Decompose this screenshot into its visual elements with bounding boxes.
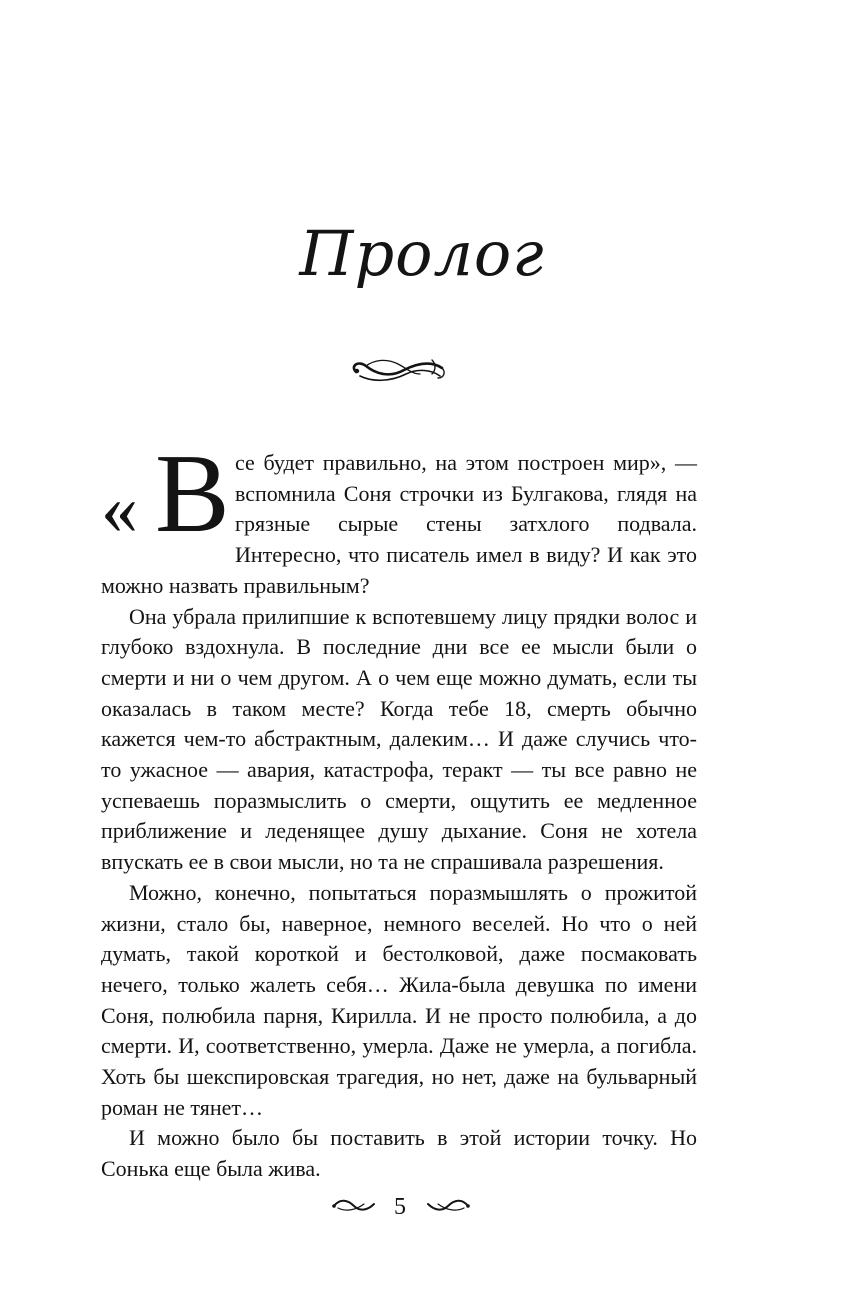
flourish-right-icon [424, 1196, 472, 1214]
drop-cap-letter: В [155, 432, 230, 556]
body-text [101, 432, 697, 1185]
paragraph-3: Можно, конечно, попытаться поразмышлять о прожитой жизни, стало бы, наверное, немного веселей. Но что о ней думать, такой короткой и бестолковой, даже посмаковать нечего, только жалеть себя… Жила-была девушка по имени Соня, полюбила парня, Кирилла. И не просто полюбила, а до смерти. И, соответственно, умерла. Даже не умерла, а погибла. Хоть бы шекспировская трагедия, но нет, даже на бульварный роман не тянет… [101, 879, 697, 1120]
paragraph-1: се будет правильно, на этом построен мир», — вспомнила Соня строчки из Булгакова, глядя на грязные сырые стены затхлого подвала. Интересно, что писатель имел в виду? И как это можно назвать правильным? [101, 450, 697, 598]
dropcap-block [101, 432, 233, 556]
page-footer [0, 1192, 844, 1224]
chapter-title: Пролог [299, 217, 545, 290]
paragraph-4: И можно было бы поставить в этой истории точку. Но Сонька еще была жива. [101, 1125, 697, 1182]
paragraph-2: Она убрала прилипшие к вспотевшему лицу прядки волос и глубоко вздохнула. В последние дни все ее мысли были о смерти и ни о чем другом. А о чем еще можно думать, если ты оказалась в таком месте? Когда тебе 18, смерть обычно кажется чем-то абстрактным, далеким… И даже случись что-то ужасное — авария, катастрофа, теракт — ты все равно не успеваешь поразмыслить о смерти, ощутить ее медленное приближение и леденящее душу дыхание. Соня не хотела впускать ее в свои мысли, но та не спрашивала разрешения. [101, 603, 697, 875]
opening-quote-mark: « [101, 468, 138, 550]
flourish-divider-icon [346, 352, 450, 388]
flourish-left-icon [330, 1196, 378, 1214]
page-number: 5 [394, 1194, 406, 1220]
